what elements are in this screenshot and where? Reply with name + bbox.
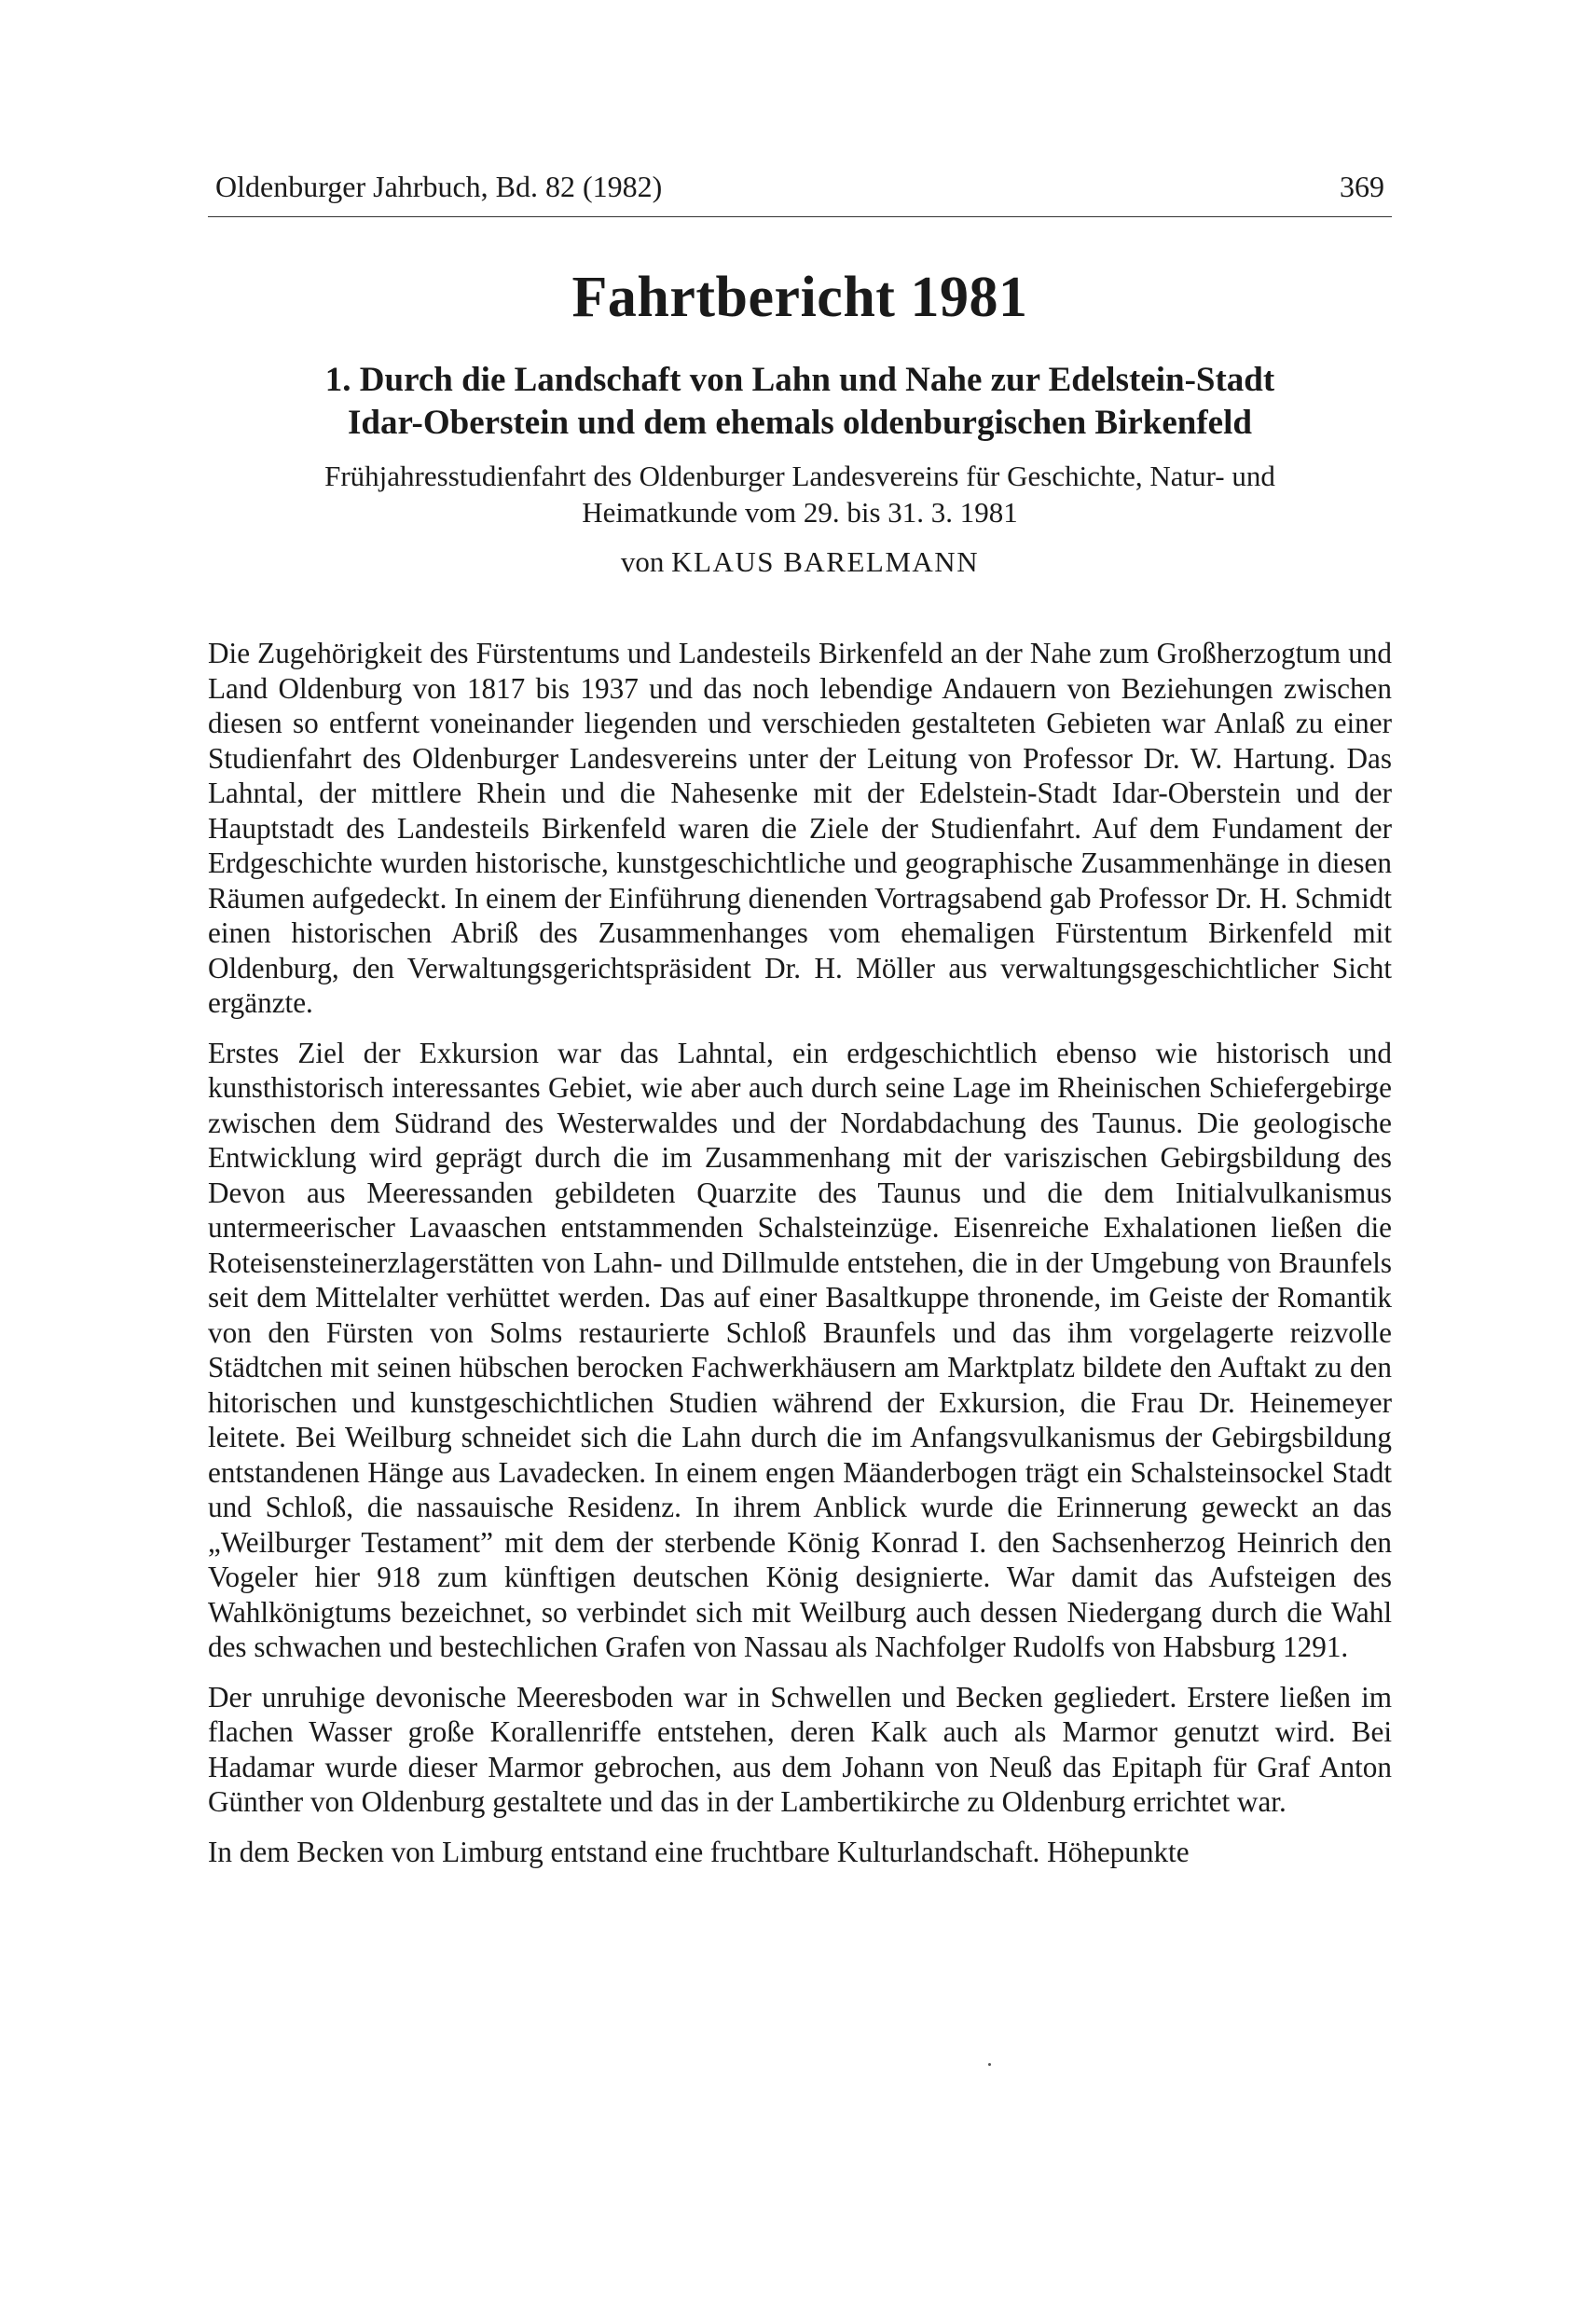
- article-subtitle: [208, 359, 1392, 445]
- page-number: 369: [1340, 170, 1384, 203]
- subtitle-line-1: 1. Durch die Landschaft von Lahn und Nahe zur Edelstein-Stadt: [324, 361, 1275, 399]
- body-paragraph-1: Die Zugehörigkeit des Fürstentums und Landesteils Birkenfeld an der Nahe zum Großherzogtum und Land Oldenburg von 1817 bis 1937 und das noch lebendige Andauern von Beziehungen zwischen diesen so entfernt voneinander liegenden und verschieden gestalteten Gebieten war Anlaß zu einer Studienfahrt des Oldenburger Landesvereins unter der Leitung von Professor Dr. W. Hartung. Das Lahntal, der mittlere Rhein und die Nahesenke mit der Edelstein-Stadt Idar-Oberstein und der Hauptstadt des Landesteils Birkenfeld waren die Ziele der Studienfahrt. Auf dem Fundament der Erdgeschichte wurden historische, kunstgeschichtliche und geographische Zusammenhänge in diesen Räumen aufgedeckt. In einem der Einführung dienenden Vortragsabend gab Professor Dr. H. Schmidt einen historischen Abriß des Zusammenhanges vom ehemaligen Fürstentum Birkenfeld mit Oldenburg, den Verwaltungsgerichtspräsident Dr. H. Möller aus verwaltungsgeschichtlicher Sicht ergänzte.: [208, 637, 1392, 1019]
- running-head: [208, 168, 1392, 217]
- article-body: [208, 636, 1392, 1869]
- tour-description-line-2: Heimatkunde vom 29. bis 31. 3. 1981: [582, 496, 1018, 529]
- author-name: KLAUS BARELMANN: [671, 545, 980, 578]
- subtitle-line-2: Idar-Oberstein und dem ehemals oldenburgischen Birkenfeld: [348, 404, 1252, 442]
- author-byline: [208, 544, 1392, 580]
- body-paragraph-4: In dem Becken von Limburg entstand eine fruchtbare Kulturlandschaft. Höhepunkte: [208, 1835, 1190, 1868]
- body-paragraph-3: Der unruhige devonische Meeresboden war in Schwellen und Becken gegliedert. Erstere ließen im flachen Wasser große Korallenriffe entstehen, deren Kalk auch als Marmor genutzt wird. Bei Hadamar wurde dieser Marmor gebrochen, aus dem Johann von Neuß das Epitaph für Graf Anton Günther von Oldenburg gestaltete und das in der Lambertikirche zu Oldenburg errichtet war.: [208, 1680, 1392, 1818]
- journal-citation: Oldenburger Jahrbuch, Bd. 82 (1982): [215, 170, 663, 203]
- author-prefix: von: [620, 545, 665, 578]
- print-speck: [988, 2063, 991, 2066]
- tour-description: [208, 458, 1392, 530]
- tour-description-line-1: Frühjahresstudienfahrt des Oldenburger Landesvereins für Geschichte, Natur- und: [324, 460, 1275, 492]
- document-page: [208, 168, 1392, 1884]
- article-title: Fahrtbericht 1981: [571, 266, 1028, 329]
- body-paragraph-2: Erstes Ziel der Exkursion war das Lahntal, ein erdgeschichtlich ebenso wie historisch und kunsthistorisch interessantes Gebiet, wie aber auch durch seine Lage im Rheinischen Schiefergebirge zwischen dem Südrand des Westerwaldes und der Nordabdachung des Taunus. Die geologische Entwicklung wird geprägt durch die im Zusammenhang mit der variszischen Gebirgsbildung des Devon aus Meeressanden gebildeten Quarzite des Taunus und die dem Initialvulkanismus untermeerischer Lavaaschen entstammenden Schalsteinzüge. Eisenreiche Exhalationen ließen die Roteisensteinerzlagerstätten von Lahn- und Dillmulde entstehen, die in der Umgebung von Braunfels seit dem Mittelalter verhüttet werden. Das auf einer Basaltkuppe thronende, im Geiste der Romantik von den Fürsten von Solms restaurierte Schloß Braunfels und das ihm vorgelagerte reizvolle Städtchen mit seinen hübschen berocken Fachwerkhäusern am Marktplatz bildete den Auftakt zu den hitorischen und kunstgeschichtlichen Studien während der Exkursion, die Frau Dr. Heinemeyer leitete. Bei Weilburg schneidet sich die Lahn durch die im Anfangsvulkanismus der Gebirgsbildung entstandenen Hänge aus Lavadecken. In einem engen Mäanderbogen trägt ein Schalsteinsockel Stadt und Schloß, die nassauische Residenz. In ihrem Anblick wurde die Erinnerung geweckt an das „Weilburger Testament” mit dem der sterbende König Konrad I. den Sachsenherzog Heinrich den Vogeler hier 918 zum künftigen deutschen König designierte. War damit das Aufsteigen des Wahlkönigtums bezeichnet, so verbindet sich mit Weilburg auch dessen Niedergang durch die Wahl des schwachen und bestechlichen Grafen von Nassau als Nachfolger Rudolfs von Habsburg 1291.: [208, 1036, 1392, 1663]
